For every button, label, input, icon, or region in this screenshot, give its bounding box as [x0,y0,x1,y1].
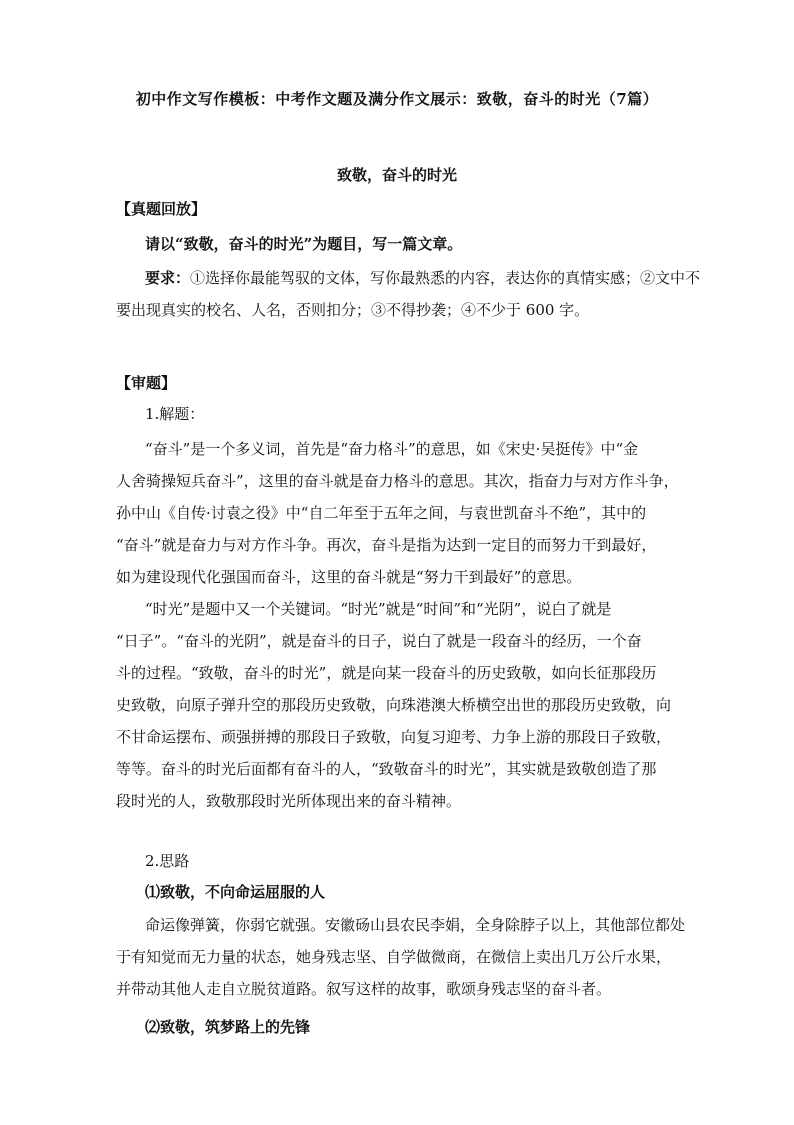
paragraph-point-1 [116,909,710,1005]
requirements-label: 要求： [145,269,191,287]
paragraph-line: 于有知觉而无力量的状态，她身残志坚、自学做微商，在微信上卖出几万公斤水果， [116,948,672,966]
paragraph-line: 人舍骑操短兵奋斗”，这里的奋斗就是奋力格斗的意思。其次，指奋力与对方作斗争， [116,472,679,490]
paragraph-line: 命运像弹簧，你弱它就强。安徽砀山县农民李娟，全身除脖子以上，其他部位都处 [145,916,686,934]
document-title: 初中作文写作模板：中考作文题及满分作文展示：致敬，奋斗的时光（7篇） [135,90,659,108]
paragraph-line: 史致敬，向原子弹升空的那段历史致敬，向珠港澳大桥横空出世的那段历史致敬，向 [116,696,672,714]
paragraph-line: 孙中山《自传·讨袁之役》中“自二年至于五年之间，与袁世凯奋斗不绝”，其中的 [116,504,647,522]
paragraph-line: 不甘命运摆布、顽强拼搏的那段日子致敬，向复习迎考、力争上游的那段日子致敬， [116,728,672,746]
paragraph-fendou [116,433,710,593]
requirements-line-2: 要出现真实的校名、人名，否则扣分；③不得抄袭；④不少于 600 字。 [116,301,590,319]
paragraph-line: 等等。奋斗的时光后面都有奋斗的人，“致敬奋斗的时光”，其实就是致敬创造了那 [116,760,657,778]
paragraph-line: “时光”是题中又一个关键词。“时光”就是“时间”和“光阴”，说白了就是 [145,600,612,618]
paragraph-line: 段时光的人，致敬那段时光所体现出来的奋斗精神。 [116,792,462,810]
paragraph-line: 如为建设现代化强国而奋斗，这里的奋斗就是“努力干到最好”的意思。 [116,568,582,586]
requirements-text-1: ①选择你最能驾驭的文体，写你最熟悉的内容，表达你的真情实感；②文中不 [190,269,701,287]
essay-title: 致敬，奋斗的时光 [336,166,457,184]
section-heading-review: 【审题】 [116,374,177,392]
paragraph-shiguang [116,593,710,817]
paragraph-line: “奋斗”就是奋力与对方作斗争。再次，奋斗是指为达到一定目的而努力干到最好， [116,536,657,554]
point-1-title: ⑴致敬，不向命运屈服的人 [145,883,326,901]
paragraph-line: 斗的过程。“致敬，奋斗的时光”，就是向某一段奋斗的历史致敬，如向长征那段历 [116,664,657,682]
requirements-block [116,262,710,326]
point-2-title: ⑵致敬，筑梦路上的先锋 [145,1018,311,1036]
paragraph-line: “日子”。“奋斗的光阴”，就是奋斗的日子，说白了就是一段奋斗的经历，一个奋 [116,632,642,650]
question-prompt [145,228,710,260]
subheading-approach: 2.思路 [145,852,190,870]
section-heading-real-question: 【真题回放】 [116,200,207,218]
subheading-interpret: 1.解题： [145,405,205,423]
paragraph-line: “奋斗”是一个多义词，首先是“奋力格斗”的意思，如《宋史·吴挺传》中“金 [145,440,639,458]
paragraph-line: 并带动其他人走自立脱贫道路。叙写这样的故事，歌颂身残志坚的奋斗者。 [116,980,612,998]
requirements-line-1 [116,262,710,294]
question-prompt-text: 请以“致敬，奋斗的时光”为题目，写一篇文章。 [145,235,463,253]
